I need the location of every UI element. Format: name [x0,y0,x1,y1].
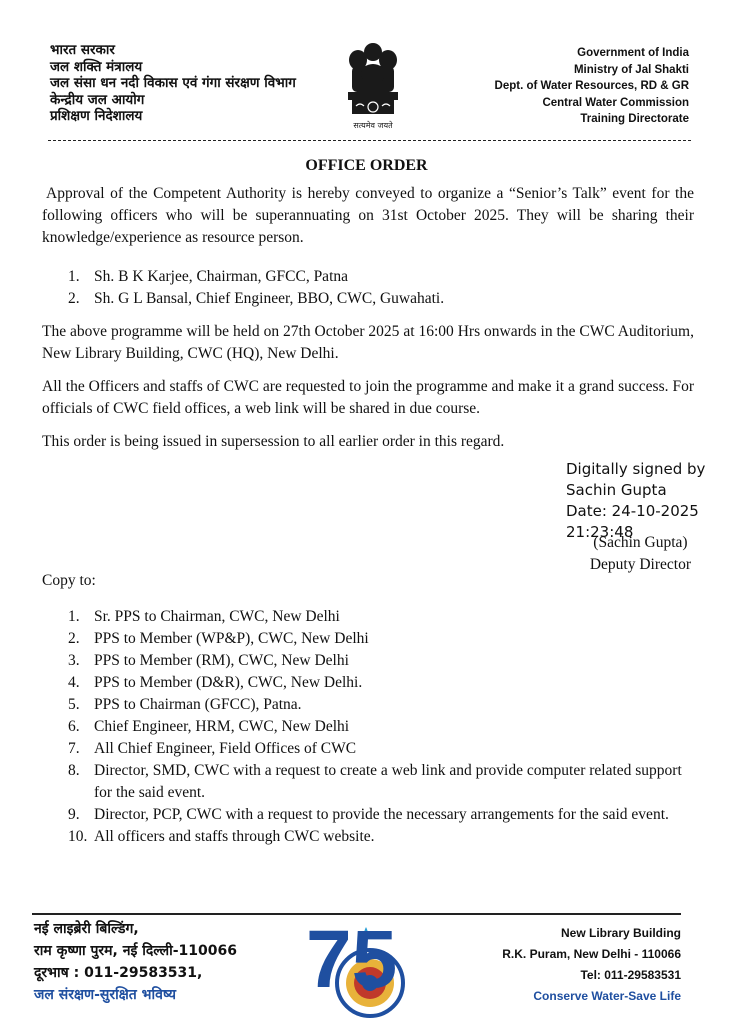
list-item [42,826,694,848]
supersession-paragraph: This order is being issued in supersession to all earlier order in this regard. [42,433,505,450]
footer-hindi-line: दूरभाष : 011-29583531, [34,965,203,981]
officers-list [42,266,694,310]
footer-english-slogan: Conserve Water-Save Life [533,989,681,1003]
header-hindi [50,42,296,125]
list-number: 5. [68,696,80,713]
header-english-line: Training Directorate [580,113,689,125]
header-hindi-line: केन्द्रीय जल आयोग [50,91,145,108]
list-item [42,672,694,694]
list-text: Chief Engineer, HRM, CWC, New Delhi [94,718,350,735]
header-english-line: Government of India [577,47,689,59]
list-item [42,804,694,826]
footer-english-line: Tel: 011-29583531 [580,968,681,982]
footer-hindi-line: राम कृष्णा पुरम, नई दिल्ली-110066 [34,943,237,959]
footer-english [502,923,681,1007]
list-item [42,716,694,738]
header-hindi-line: भारत सरकार [50,42,115,58]
footer-hindi [34,918,237,1006]
header-hindi-line: जल संसा धन नदी विकास एवं गंगा संरक्षण विभाग [50,75,296,91]
list-item [42,288,694,310]
signature-line: Date: 24-10-2025 [566,502,699,520]
document-title: OFFICE ORDER [305,157,428,174]
header-divider [48,140,691,141]
list-text: Sh. G L Bansal, Chief Engineer, BBO, CWC, Guwahati. [94,290,445,307]
list-item [42,606,694,628]
list-number: 8. [68,762,80,779]
list-number: 3. [68,652,80,669]
list-text: All officers and staffs through CWC website. [94,828,375,845]
list-item [42,266,694,288]
list-text: PPS to Member (D&R), CWC, New Delhi. [94,674,363,691]
footer-english-line: R.K. Puram, New Delhi - 110066 [502,947,681,961]
header-english-line: Ministry of Jal Shakti [573,63,689,76]
header-english-line: Dept. of Water Resources, RD & GR [494,80,689,92]
list-number: 2. [68,290,80,307]
signatory-name: (Sachin Gupta) [593,534,688,551]
list-number: 2. [68,630,80,647]
copy-to-label: Copy to: [42,572,96,589]
list-text: Sh. B K Karjee, Chairman, GFCC, Patna [94,268,349,285]
cwc-75-years-logo-icon [300,917,415,1024]
emblem-motto: सत्यमेव जयते [353,121,393,130]
list-number: 7. [68,740,80,757]
footer-hindi-slogan: जल संरक्षण-सुरक्षित भविष्य [34,987,176,1003]
national-emblem-icon [338,38,408,134]
header-hindi-line: जल शक्ति मंत्रालय [50,58,143,75]
footer-hindi-line: नई लाइब्रेरी बिल्डिंग, [34,921,139,937]
logo-number: 75 [306,917,398,1005]
copy-to-list [42,606,694,848]
list-text: Director, PCP, CWC with a request to provide the necessary arrangements for the said event. [94,806,669,823]
list-text: Sr. PPS to Chairman, CWC, New Delhi [94,608,340,625]
digital-signature [566,459,705,543]
list-item [42,760,694,804]
list-item [42,738,694,760]
list-item [42,694,694,716]
header-english-line: Central Water Commission [542,96,689,109]
list-text: PPS to Member (RM), CWC, New Delhi [94,652,349,669]
signature-line: 21:23:48 [566,523,634,541]
list-number: 4. [68,674,80,691]
list-item [42,628,694,650]
list-text: All Chief Engineer, Field Offices of CWC [94,740,357,757]
list-text: Director, SMD, CWC with a request to create a web link and provide computer related support for the said event. [94,762,682,801]
signature-line: Sachin Gupta [566,481,667,499]
signatory [590,532,691,576]
list-number: 1. [68,608,80,625]
list-item [42,650,694,672]
list-number: 6. [68,718,80,735]
list-text: PPS to Chairman (GFCC), Patna. [94,696,302,713]
footer-english-line: New Library Building [560,926,681,940]
signature-line: Digitally signed by [566,460,706,478]
footer-divider [32,913,681,915]
list-number: 10. [68,828,88,845]
signatory-designation: Deputy Director [589,556,691,573]
list-number: 1. [68,268,80,285]
intro-paragraph: Approval of the Competent Authority is hereby conveyed to organize a “Senior’s Talk” event for the following officers who will be superannuating on 31st October 2025. They will be sharing their knowledge/experience as resource person. [42,185,694,246]
list-text: PPS to Member (WP&P), CWC, New Delhi [94,630,369,647]
programme-paragraph: The above programme will be held on 27th October 2025 at 16:00 Hrs onwards in the CWC Auditorium, New Library Building, CWC (HQ), New Delhi. [42,323,694,362]
header-hindi-line: प्रशिक्षण निदेशालय [50,108,143,124]
request-paragraph: All the Officers and staffs of CWC are requested to join the programme and make it a grand success. For officials of CWC field offices, a web link will be shared in due course. [42,378,694,417]
list-number: 9. [68,806,80,823]
header-english [495,45,689,128]
